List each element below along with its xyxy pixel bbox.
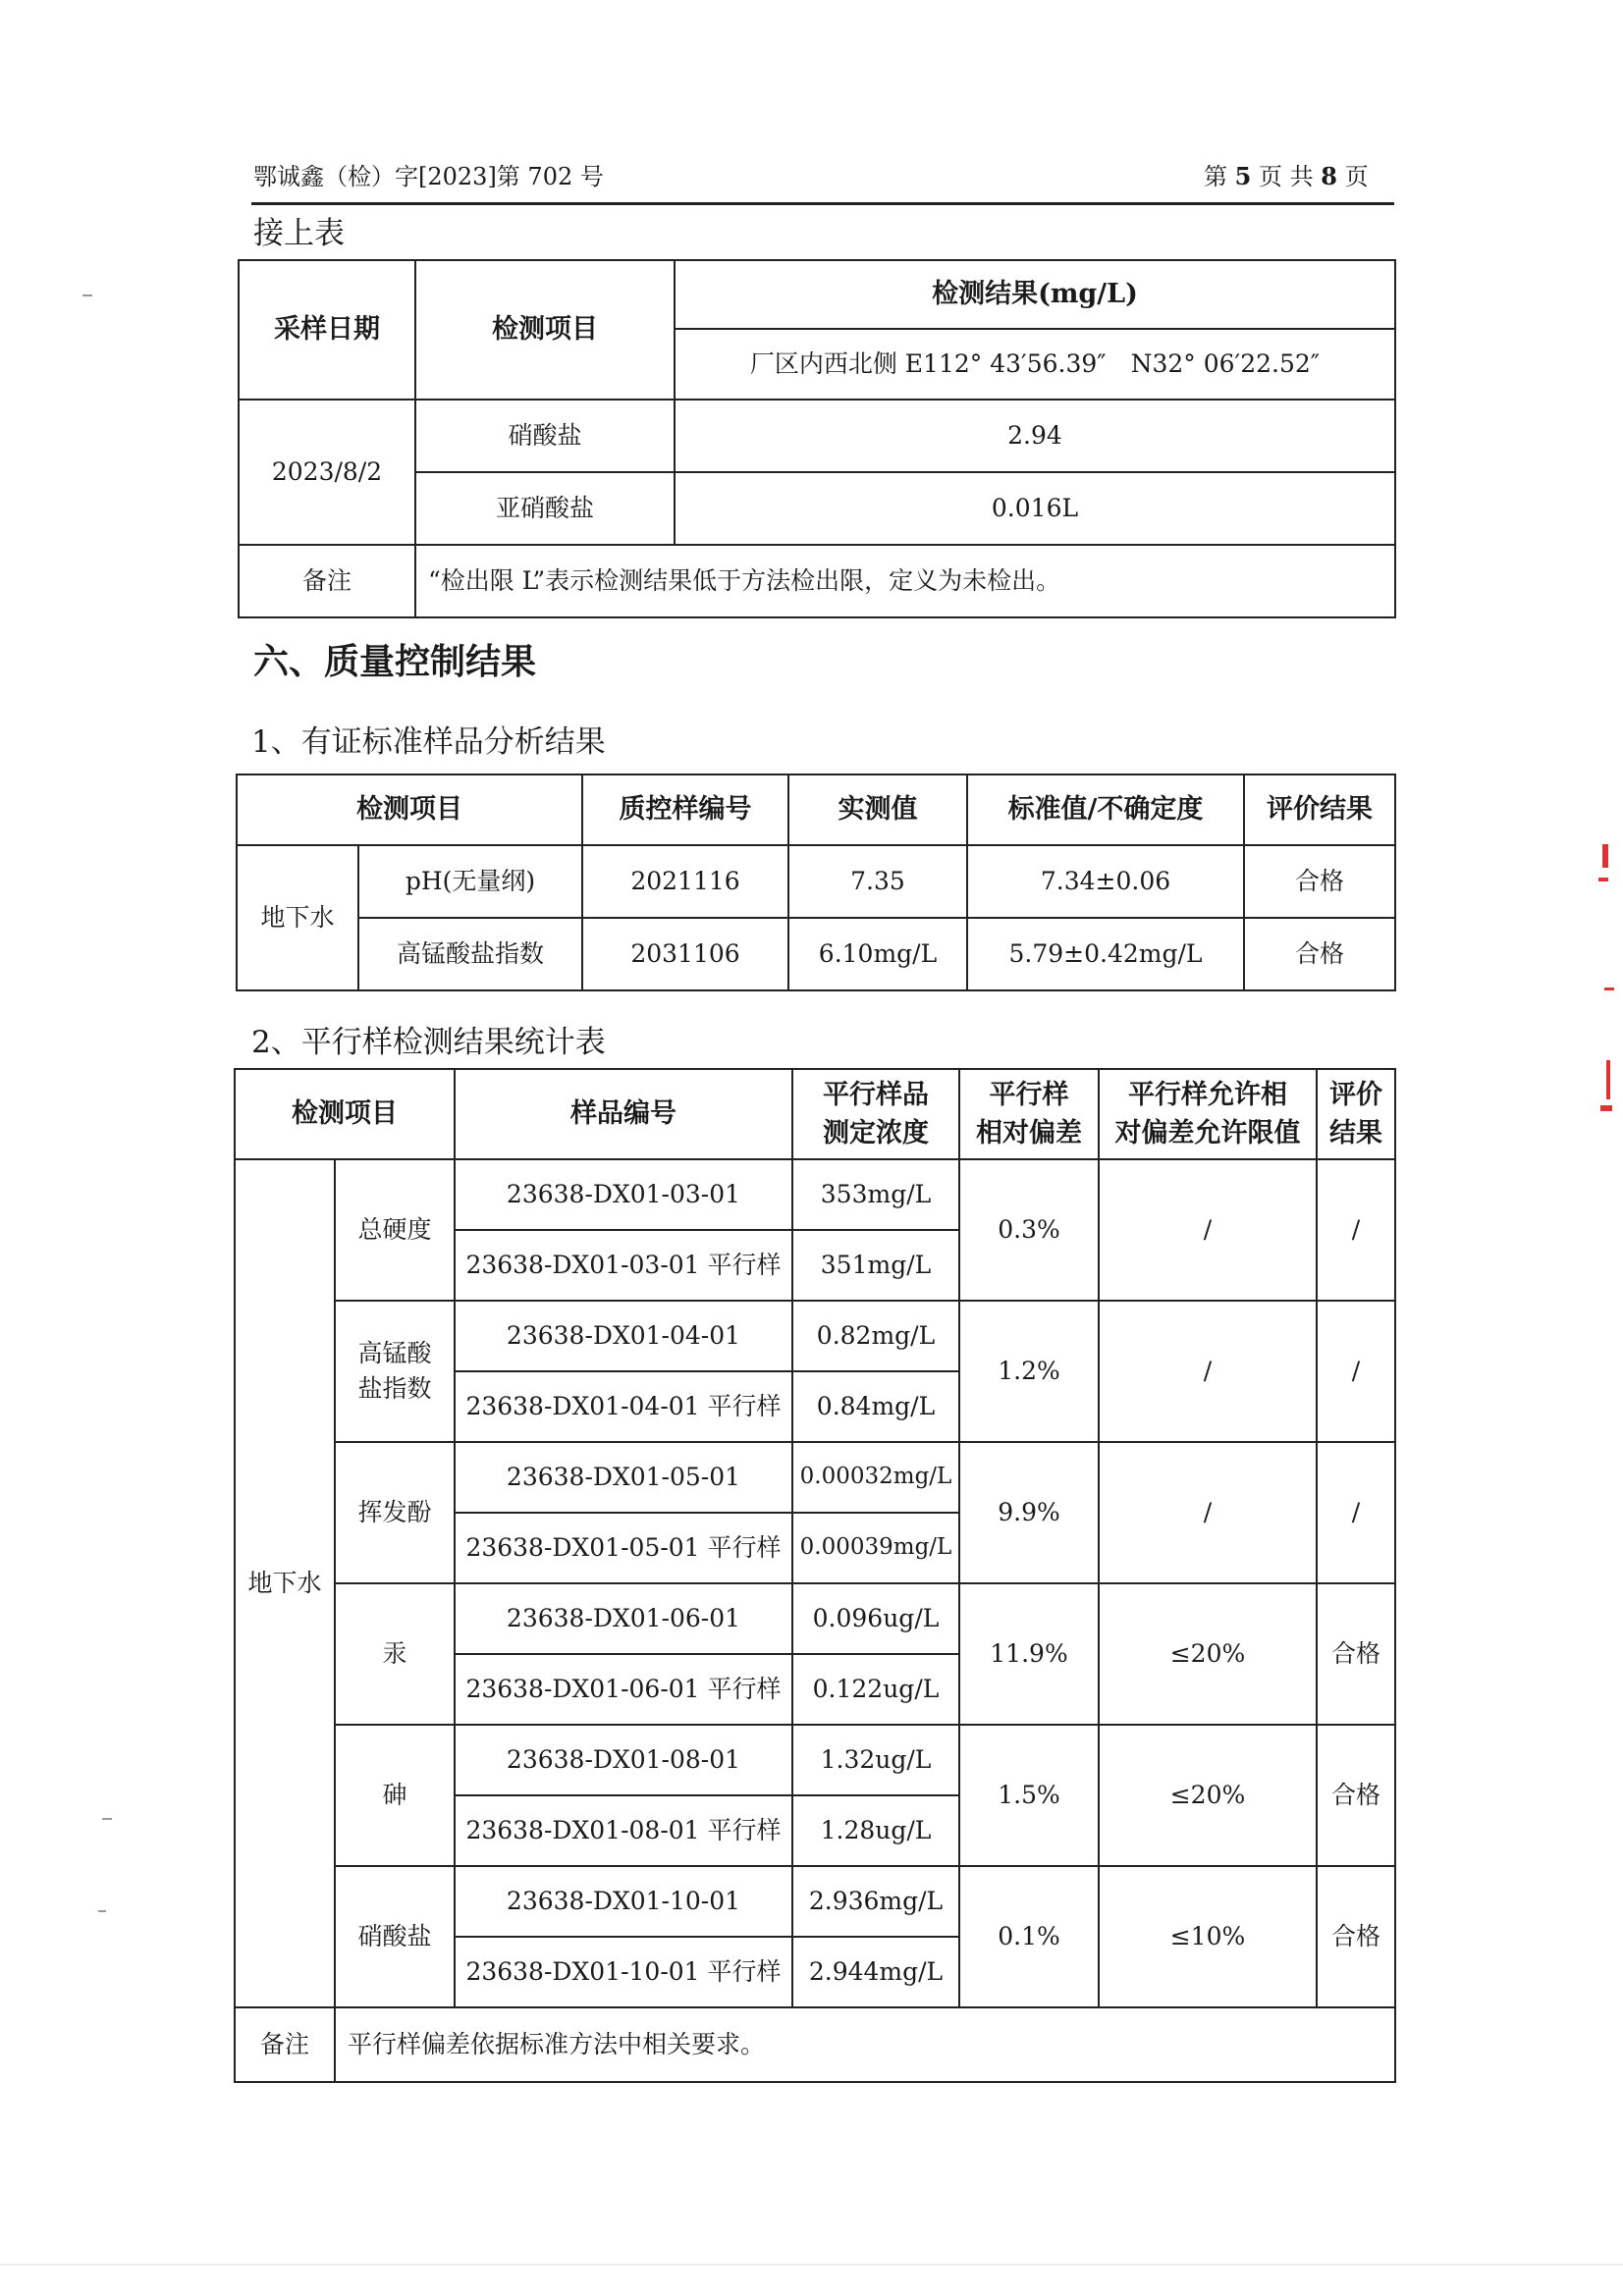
relative-deviation: 1.2% — [959, 1301, 1099, 1442]
table-row — [235, 1159, 1395, 1230]
qc-number: 2021116 — [582, 845, 788, 918]
header-test-item: 检测项目 — [235, 1069, 455, 1159]
header-location: 厂区内西北侧 E112° 43′56.39″ N32° 06′22.52″ — [675, 329, 1395, 400]
item-value: 0.016L — [675, 472, 1395, 545]
allowed-limit: / — [1099, 1159, 1317, 1301]
section-title: 六、质量控制结果 — [253, 641, 537, 682]
header-test-result: 检测结果(mg/L) — [675, 260, 1395, 329]
standard-value: 5.79±0.42mg/L — [967, 918, 1244, 990]
evaluation: / — [1317, 1159, 1395, 1301]
sample-number: 23638-DX01-04-01 平行样 — [455, 1371, 792, 1442]
page-prefix: 第 — [1204, 163, 1227, 190]
concentration: 2.944mg/L — [792, 1937, 959, 2007]
sample-number: 23638-DX01-05-01 — [455, 1442, 792, 1513]
header-sample-number: 样品编号 — [455, 1069, 792, 1159]
sample-number: 23638-DX01-10-01 — [455, 1866, 792, 1937]
group-label: 地下水 — [237, 845, 358, 990]
sample-number: 23638-DX01-05-01 平行样 — [455, 1513, 792, 1583]
header-test-item: 检测项目 — [415, 260, 675, 400]
relative-deviation: 0.3% — [959, 1159, 1099, 1301]
table-continued-caption: 接上表 — [253, 216, 345, 251]
concentration: 1.32ug/L — [792, 1725, 959, 1795]
note-text: 平行样偏差依据标准方法中相关要求。 — [335, 2007, 1395, 2082]
header-qc-number: 质控样编号 — [582, 774, 788, 845]
concentration: 0.122ug/L — [792, 1654, 959, 1725]
relative-deviation: 0.1% — [959, 1866, 1099, 2007]
page-total: 8 — [1321, 162, 1337, 190]
item-name: 高锰酸盐指数 — [358, 918, 582, 990]
header-rule — [251, 202, 1394, 205]
header-sampling-date: 采样日期 — [239, 260, 415, 400]
group-label: 地下水 — [235, 1159, 335, 2007]
seal-fragment — [1598, 844, 1610, 903]
item-name: 高锰酸盐指数 — [335, 1301, 455, 1442]
sample-number: 23638-DX01-08-01 平行样 — [455, 1795, 792, 1866]
note-label: 备注 — [235, 2007, 335, 2082]
concentration: 2.936mg/L — [792, 1866, 959, 1937]
scan-mark — [82, 294, 92, 296]
section1-title: 1、有证标准样品分析结果 — [251, 724, 606, 760]
section2-title: 2、平行样检测结果统计表 — [251, 1025, 606, 1060]
relative-deviation: 11.9% — [959, 1583, 1099, 1725]
header-concentration: 平行样品 测定浓度 — [792, 1069, 959, 1159]
concentration: 0.82mg/L — [792, 1301, 959, 1371]
page-suffix: 页 — [1344, 163, 1369, 190]
item-value: 2.94 — [675, 400, 1395, 472]
evaluation: / — [1317, 1301, 1395, 1442]
allowed-limit: ≤20% — [1099, 1725, 1317, 1866]
item-name: 亚硝酸盐 — [415, 472, 675, 545]
item-name: 汞 — [335, 1583, 455, 1725]
standard-value: 7.34±0.06 — [967, 845, 1244, 918]
sample-number: 23638-DX01-08-01 — [455, 1725, 792, 1795]
page-indicator — [1204, 157, 1369, 191]
page-mid: 页 共 — [1258, 163, 1314, 190]
evaluation: 合格 — [1244, 918, 1395, 990]
evaluation: 合格 — [1317, 1725, 1395, 1866]
note-text: “检出限 L”表示检测结果低于方法检出限，定义为未检出。 — [415, 545, 1395, 617]
table-row — [235, 1583, 1395, 1654]
qc-number: 2031106 — [582, 918, 788, 990]
certified-sample-table — [236, 774, 1396, 991]
item-name: 硝酸盐 — [335, 1866, 455, 2007]
seal-fragment — [1600, 1060, 1614, 1119]
allowed-limit: ≤20% — [1099, 1583, 1317, 1725]
allowed-limit: / — [1099, 1442, 1317, 1583]
results-table — [238, 259, 1396, 618]
sample-number: 23638-DX01-06-01 — [455, 1583, 792, 1654]
document-number: 鄂诚鑫（检）字[2023]第 702 号 — [253, 163, 604, 190]
seal-fragment — [1604, 988, 1614, 995]
header-test-item: 检测项目 — [237, 774, 582, 845]
table-row — [235, 1301, 1395, 1371]
item-name: 总硬度 — [335, 1159, 455, 1301]
concentration: 0.84mg/L — [792, 1371, 959, 1442]
note-label: 备注 — [239, 545, 415, 617]
concentration: 0.00039mg/L — [792, 1513, 959, 1583]
allowed-limit: ≤10% — [1099, 1866, 1317, 2007]
evaluation: 合格 — [1317, 1866, 1395, 2007]
evaluation: 合格 — [1317, 1583, 1395, 1725]
concentration: 351mg/L — [792, 1230, 959, 1301]
concentration: 353mg/L — [792, 1159, 959, 1230]
concentration: 0.096ug/L — [792, 1583, 959, 1654]
scan-mark — [98, 1910, 106, 1912]
measured-value: 7.35 — [788, 845, 967, 918]
sampling-date: 2023/8/2 — [239, 400, 415, 545]
allowed-limit: / — [1099, 1301, 1317, 1442]
sample-number: 23638-DX01-10-01 平行样 — [455, 1937, 792, 2007]
header-relative-deviation: 平行样 相对偏差 — [959, 1069, 1099, 1159]
sample-number: 23638-DX01-03-01 — [455, 1159, 792, 1230]
sample-number: 23638-DX01-03-01 平行样 — [455, 1230, 792, 1301]
measured-value: 6.10mg/L — [788, 918, 967, 990]
table-row — [235, 1866, 1395, 1937]
item-name: 硝酸盐 — [415, 400, 675, 472]
item-name: 挥发酚 — [335, 1442, 455, 1583]
sample-number: 23638-DX01-06-01 平行样 — [455, 1654, 792, 1725]
item-name: 砷 — [335, 1725, 455, 1866]
header-measured: 实测值 — [788, 774, 967, 845]
parallel-sample-table — [234, 1068, 1396, 2083]
evaluation: / — [1317, 1442, 1395, 1583]
scan-mark — [102, 1818, 112, 1820]
header-evaluation: 评价结果 — [1244, 774, 1395, 845]
page-bottom-rule — [0, 2264, 1623, 2266]
concentration: 1.28ug/L — [792, 1795, 959, 1866]
header-evaluation: 评价 结果 — [1317, 1069, 1395, 1159]
concentration: 0.00032mg/L — [792, 1442, 959, 1513]
evaluation: 合格 — [1244, 845, 1395, 918]
relative-deviation: 1.5% — [959, 1725, 1099, 1866]
note-row — [235, 2007, 1395, 2082]
relative-deviation: 9.9% — [959, 1442, 1099, 1583]
header-allowed-limit: 平行样允许相 对偏差允许限值 — [1099, 1069, 1317, 1159]
table-row — [235, 1725, 1395, 1795]
sample-number: 23638-DX01-04-01 — [455, 1301, 792, 1371]
table-row — [235, 1442, 1395, 1513]
item-name: pH(无量纲) — [358, 845, 582, 918]
page-current: 5 — [1234, 162, 1252, 190]
header-standard: 标准值/不确定度 — [967, 774, 1244, 845]
